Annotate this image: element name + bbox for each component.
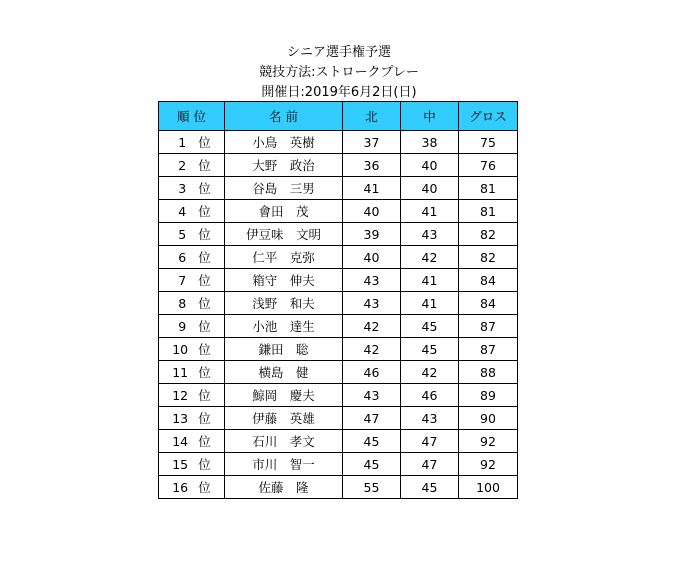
north-score-cell: 43 (343, 292, 401, 315)
middle-score-cell: 47 (401, 430, 459, 453)
player-name-cell: 佐藤 隆 (225, 476, 343, 499)
rank-cell (159, 131, 225, 154)
rank-cell (159, 430, 225, 453)
rank-cell (159, 223, 225, 246)
north-score-cell: 46 (343, 361, 401, 384)
player-name-cell: 大野 政治 (225, 154, 343, 177)
table-row (159, 407, 518, 430)
gross-score-cell: 82 (459, 246, 518, 269)
rank-number: 7 (178, 273, 187, 288)
north-score-cell: 55 (343, 476, 401, 499)
gross-score-cell: 82 (459, 223, 518, 246)
table-row (159, 200, 518, 223)
header-row (159, 102, 518, 131)
middle-score-cell: 38 (401, 131, 459, 154)
rank-cell (159, 200, 225, 223)
rank-suffix: 位 (198, 319, 211, 334)
rank-cell (159, 361, 225, 384)
rank-cell (159, 407, 225, 430)
rank-suffix: 位 (198, 273, 211, 288)
middle-score-cell: 45 (401, 476, 459, 499)
rank-cell (159, 246, 225, 269)
table-row (159, 315, 518, 338)
rank-suffix: 位 (198, 480, 211, 495)
gross-score-cell: 75 (459, 131, 518, 154)
rank-suffix: 位 (198, 181, 211, 196)
title-block (158, 43, 520, 103)
table-row (159, 269, 518, 292)
column-header-middle: 中 (401, 102, 459, 131)
gross-score-cell: 88 (459, 361, 518, 384)
results-table (158, 101, 518, 499)
page-title: シニア選手権予選 (286, 45, 391, 60)
rank-number: 1 (178, 135, 187, 150)
middle-score-cell: 41 (401, 269, 459, 292)
middle-score-cell: 47 (401, 453, 459, 476)
player-name-cell: 市川 智一 (225, 453, 343, 476)
table-row (159, 246, 518, 269)
rank-cell (159, 315, 225, 338)
gross-score-cell: 81 (459, 177, 518, 200)
rank-cell (159, 476, 225, 499)
table-row (159, 154, 518, 177)
event-date: 開催日:2019年6月2日(日) (261, 85, 417, 100)
player-name-cell: 浅野 和夫 (225, 292, 343, 315)
rank-number: 5 (178, 227, 187, 242)
player-name-cell: 小鳥 英樹 (225, 131, 343, 154)
player-name-cell: 石川 孝文 (225, 430, 343, 453)
rank-cell (159, 453, 225, 476)
rank-number: 8 (178, 296, 187, 311)
player-name-cell: 伊豆味 文明 (225, 223, 343, 246)
middle-score-cell: 43 (401, 407, 459, 430)
rank-number: 15 (172, 457, 189, 472)
rank-number: 3 (178, 181, 187, 196)
gross-score-cell: 84 (459, 269, 518, 292)
rank-cell (159, 154, 225, 177)
rank-suffix: 位 (198, 411, 211, 426)
rank-suffix: 位 (198, 158, 211, 173)
rank-cell (159, 292, 225, 315)
middle-score-cell: 41 (401, 292, 459, 315)
gross-score-cell: 92 (459, 453, 518, 476)
table-row (159, 223, 518, 246)
rank-suffix: 位 (198, 342, 211, 357)
middle-score-cell: 40 (401, 177, 459, 200)
rank-number: 11 (172, 365, 189, 380)
north-score-cell: 40 (343, 246, 401, 269)
player-name-cell: 谷島 三男 (225, 177, 343, 200)
player-name-cell: 仁平 克弥 (225, 246, 343, 269)
column-header-north: 北 (343, 102, 401, 131)
rank-suffix: 位 (198, 388, 211, 403)
player-name-cell: 會田 茂 (225, 200, 343, 223)
gross-score-cell: 100 (459, 476, 518, 499)
gross-score-cell: 87 (459, 315, 518, 338)
gross-score-cell: 89 (459, 384, 518, 407)
table-row (159, 453, 518, 476)
gross-score-cell: 81 (459, 200, 518, 223)
player-name-cell: 鎌田 聡 (225, 338, 343, 361)
north-score-cell: 42 (343, 315, 401, 338)
table-row (159, 131, 518, 154)
middle-score-cell: 45 (401, 315, 459, 338)
player-name-cell: 小池 達生 (225, 315, 343, 338)
rank-number: 4 (178, 204, 187, 219)
rank-suffix: 位 (198, 457, 211, 472)
table-row (159, 177, 518, 200)
player-name-cell: 横島 健 (225, 361, 343, 384)
rank-number: 2 (178, 158, 187, 173)
rank-number: 16 (172, 480, 189, 495)
table-row (159, 361, 518, 384)
rank-number: 12 (172, 388, 189, 403)
rank-cell (159, 384, 225, 407)
rank-number: 13 (172, 411, 189, 426)
rank-number: 6 (178, 250, 187, 265)
north-score-cell: 41 (343, 177, 401, 200)
gross-score-cell: 87 (459, 338, 518, 361)
north-score-cell: 45 (343, 453, 401, 476)
rank-suffix: 位 (198, 227, 211, 242)
column-header-rank: 順 位 (159, 102, 225, 131)
table-row (159, 384, 518, 407)
gross-score-cell: 84 (459, 292, 518, 315)
middle-score-cell: 45 (401, 338, 459, 361)
north-score-cell: 47 (343, 407, 401, 430)
gross-score-cell: 76 (459, 154, 518, 177)
north-score-cell: 37 (343, 131, 401, 154)
table-row (159, 338, 518, 361)
rank-suffix: 位 (198, 296, 211, 311)
rank-suffix: 位 (198, 204, 211, 219)
north-score-cell: 45 (343, 430, 401, 453)
player-name-cell: 伊藤 英雄 (225, 407, 343, 430)
middle-score-cell: 41 (401, 200, 459, 223)
results-body (159, 131, 518, 499)
player-name-cell: 箱守 伸夫 (225, 269, 343, 292)
rank-suffix: 位 (198, 135, 211, 150)
player-name-cell: 鯨岡 慶夫 (225, 384, 343, 407)
rank-cell (159, 338, 225, 361)
competition-method: 競技方法:ストロークプレー (259, 65, 419, 80)
middle-score-cell: 46 (401, 384, 459, 407)
column-header-name: 名 前 (225, 102, 343, 131)
gross-score-cell: 90 (459, 407, 518, 430)
middle-score-cell: 42 (401, 361, 459, 384)
north-score-cell: 43 (343, 269, 401, 292)
gross-score-cell: 92 (459, 430, 518, 453)
north-score-cell: 39 (343, 223, 401, 246)
north-score-cell: 40 (343, 200, 401, 223)
rank-suffix: 位 (198, 434, 211, 449)
rank-cell (159, 177, 225, 200)
rank-cell (159, 269, 225, 292)
table-row (159, 476, 518, 499)
rank-number: 14 (172, 434, 189, 449)
north-score-cell: 36 (343, 154, 401, 177)
north-score-cell: 43 (343, 384, 401, 407)
north-score-cell: 42 (343, 338, 401, 361)
column-header-gross: グロス (459, 102, 518, 131)
rank-suffix: 位 (198, 365, 211, 380)
rank-number: 9 (178, 319, 187, 334)
middle-score-cell: 42 (401, 246, 459, 269)
table-row (159, 430, 518, 453)
middle-score-cell: 40 (401, 154, 459, 177)
rank-suffix: 位 (198, 250, 211, 265)
middle-score-cell: 43 (401, 223, 459, 246)
table-row (159, 292, 518, 315)
rank-number: 10 (172, 342, 189, 357)
